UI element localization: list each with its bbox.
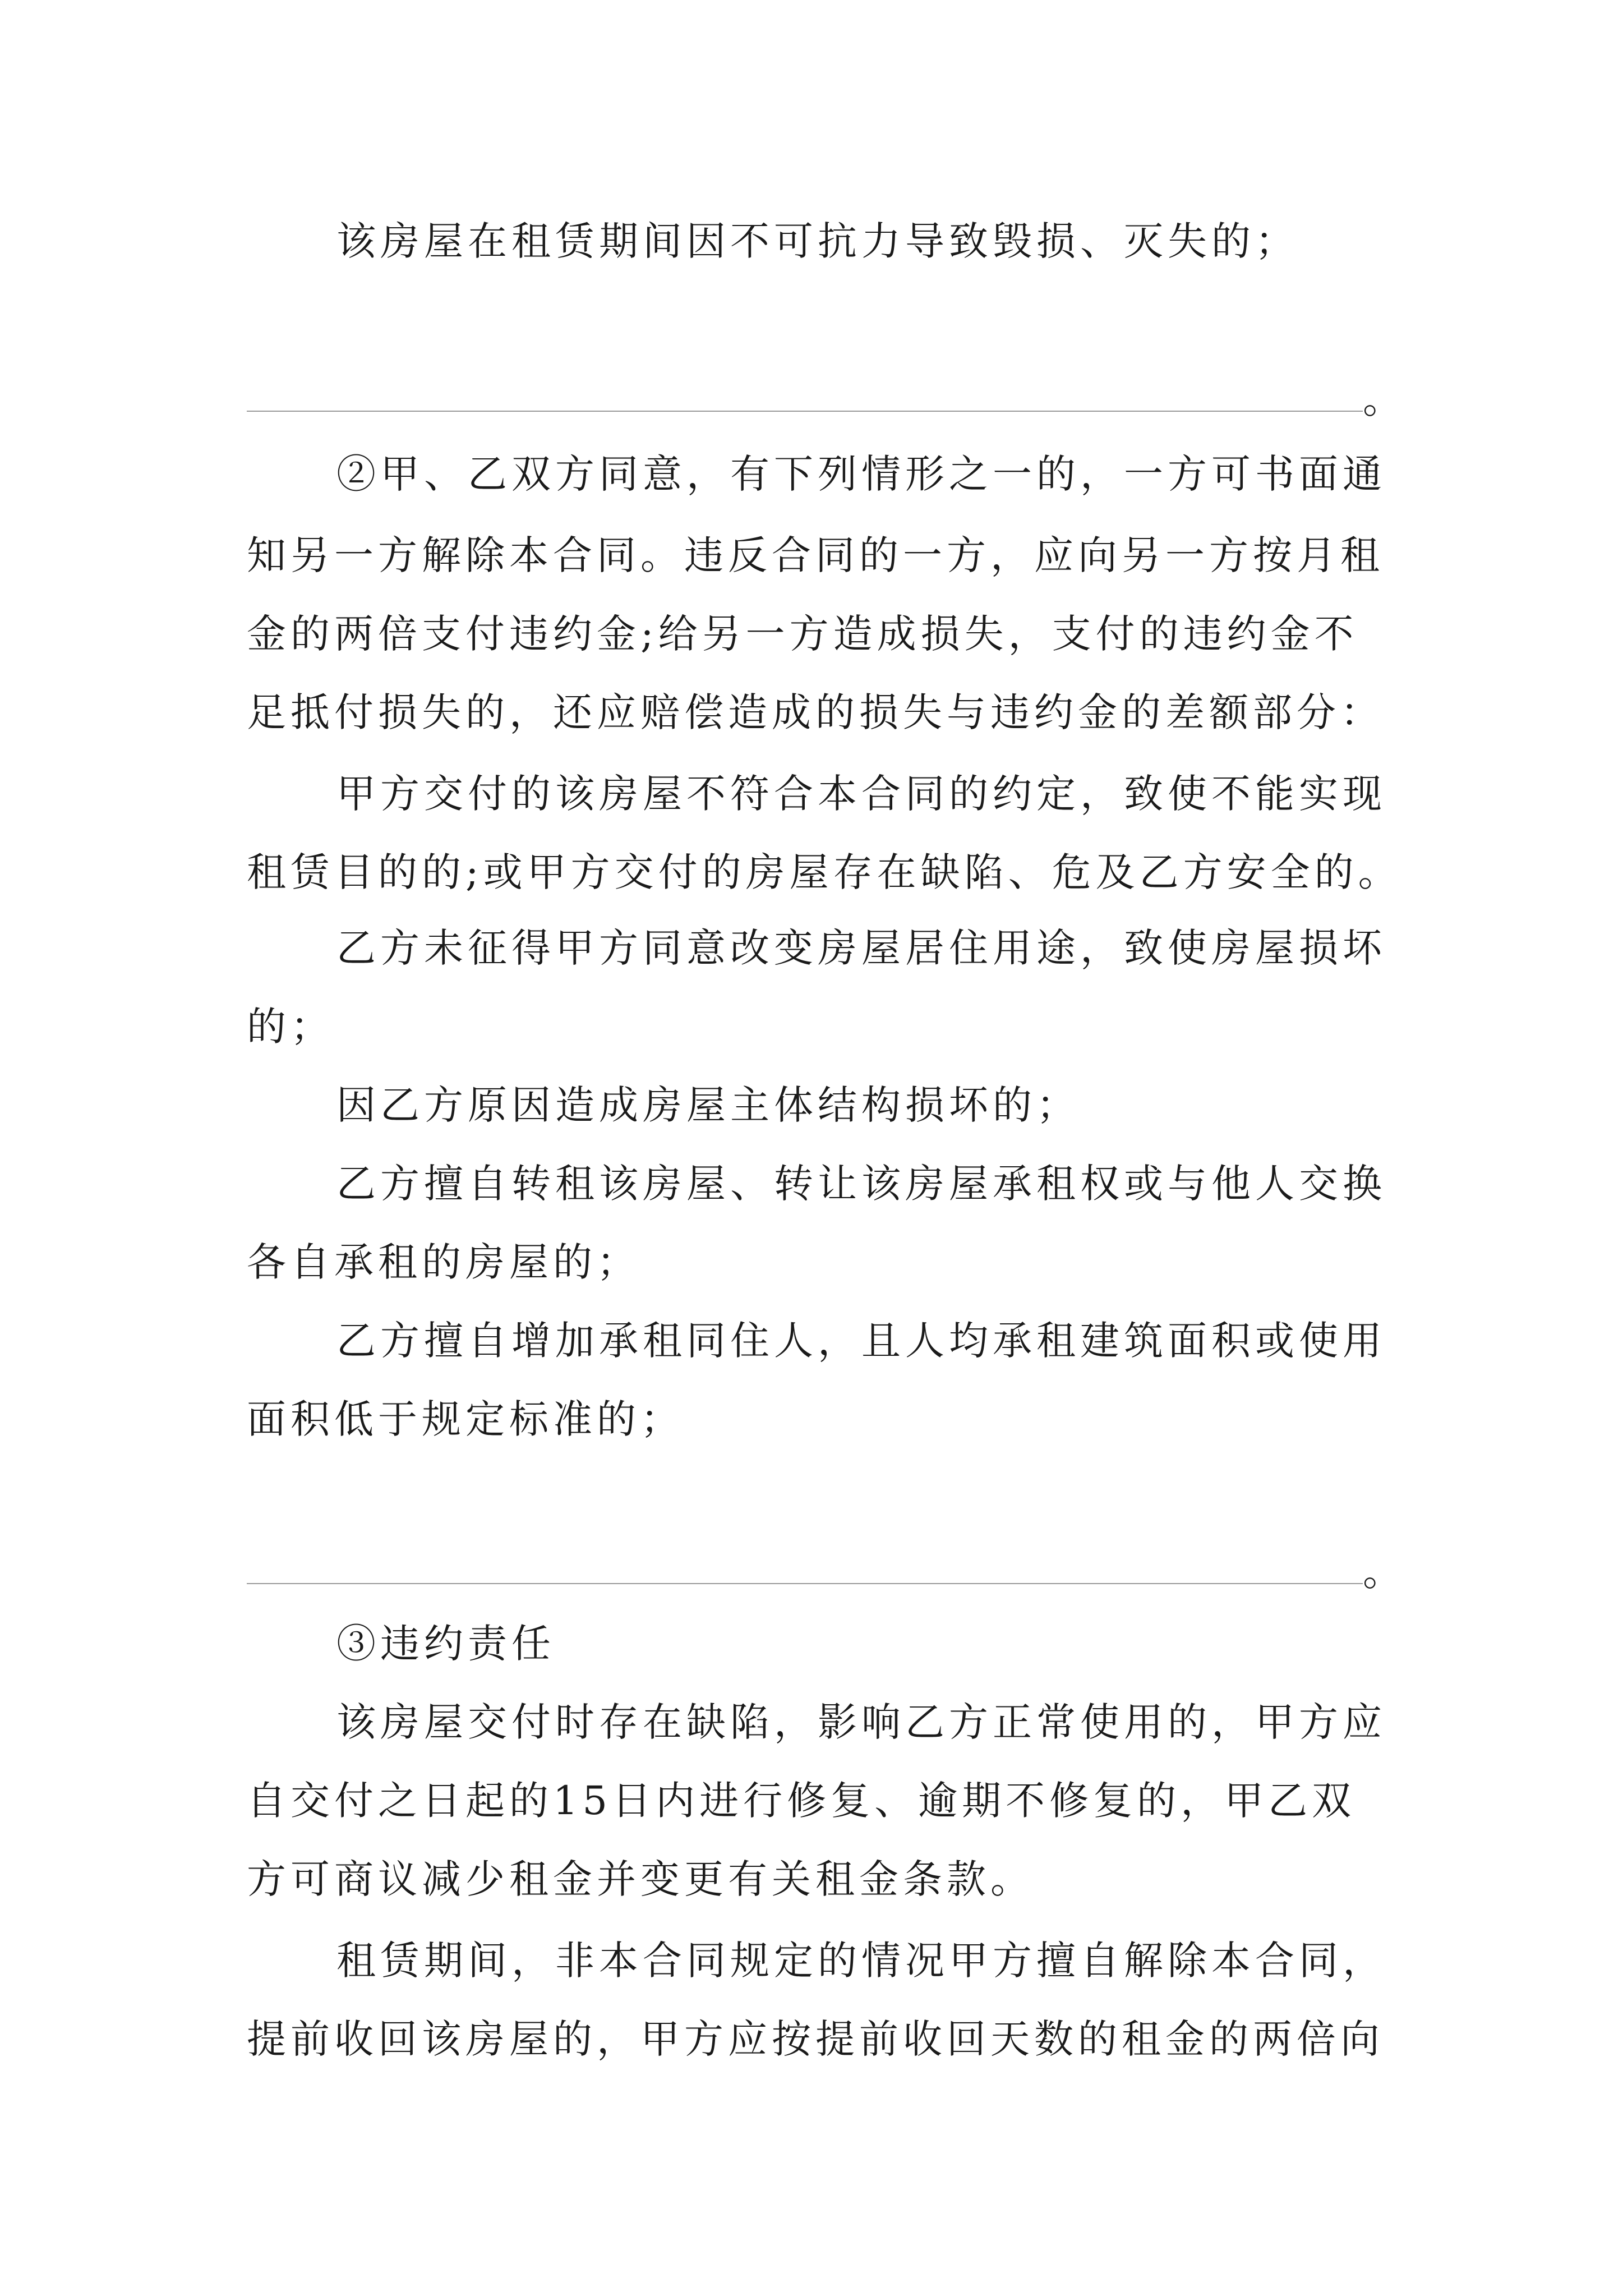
text-line: 乙方未征得甲方同意改变房屋居住用途，致使房屋损坏 — [336, 925, 1386, 971]
blank-end-mark: 。 — [1363, 1549, 1402, 1595]
text-line: 的； — [247, 1004, 334, 1050]
text-line: 知另一方解除本合同。违反合同的一方，应向另一方按月租 — [247, 532, 1384, 578]
text-line: 甲方交付的该房屋不符合本合同的约定，致使不能实现 — [336, 771, 1386, 817]
text-line: 自交付之日起的15日内进行修复、逾期不修复的，甲乙双 — [247, 1778, 1356, 1824]
text-line: 面积低于规定标准的； — [247, 1396, 684, 1442]
text-line: 乙方擅自转租该房屋、转让该房屋承租权或与他人交换 — [336, 1161, 1386, 1207]
text-line: 提前收回该房屋的，甲方应按提前收回天数的租金的两倍向 — [247, 2016, 1384, 2062]
blank-end-mark: 。 — [1363, 376, 1402, 422]
text-line: 该房屋在租赁期间因不可抗力导致毁损、灭失的； — [336, 218, 1299, 264]
fill-in-blank-line-1 — [247, 411, 1363, 412]
text-line: 乙方擅自增加承租同住人，且人均承租建筑面积或使用 — [336, 1318, 1386, 1364]
text-line: 各自承租的房屋的； — [247, 1239, 640, 1285]
text-line: 方可商议减少租金并变更有关租金条款。 — [247, 1856, 1034, 1902]
fill-in-blank-line-2 — [247, 1583, 1363, 1584]
text-line: ②甲、乙双方同意，有下列情形之一的，一方可书面通 — [336, 451, 1386, 497]
text-line: 因乙方原因造成房屋主体结构损坏的； — [336, 1082, 1080, 1128]
text-line: 足抵付损失的，还应赔偿造成的损失与违约金的差额部分： — [247, 689, 1384, 735]
text-line: 该房屋交付时存在缺陷，影响乙方正常使用的，甲方应 — [336, 1699, 1386, 1745]
section-heading: ③违约责任 — [336, 1621, 555, 1667]
text-line: 金的两倍支付违约金;给另一方造成损失，支付的违约金不 — [247, 611, 1358, 657]
text-line: 租赁期间，非本合同规定的情况甲方擅自解除本合同， — [336, 1938, 1386, 1984]
text-line: 租赁目的的;或甲方交付的房屋存在缺陷、危及乙方安全的。 — [247, 849, 1402, 895]
